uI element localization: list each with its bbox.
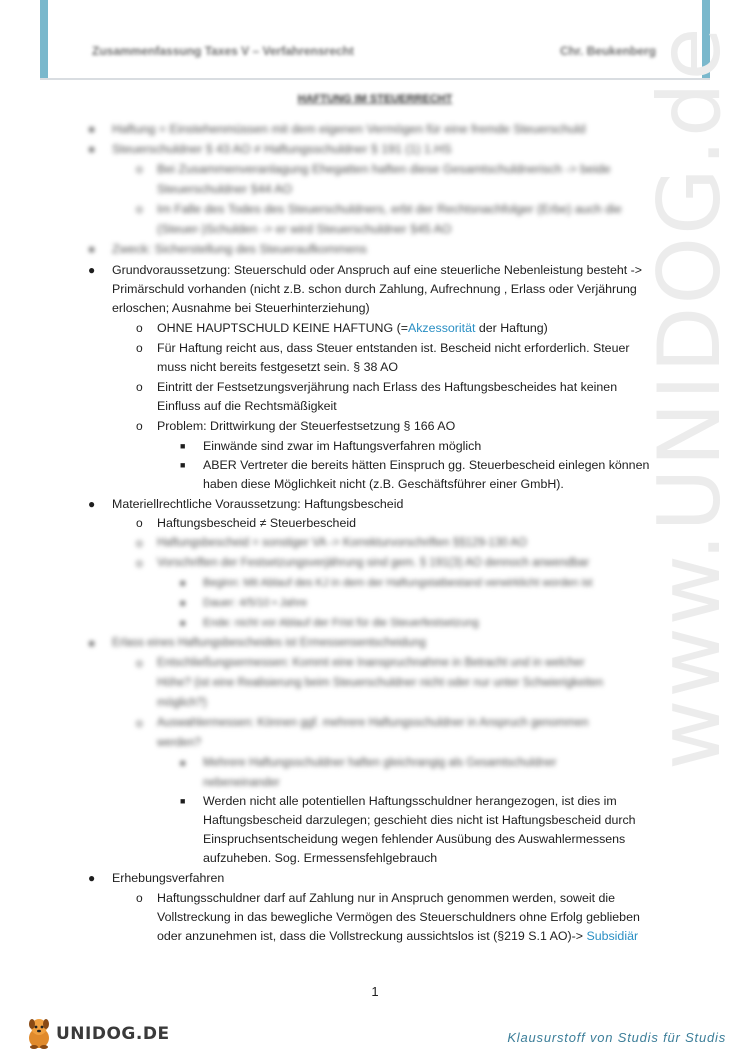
document-title: HAFTUNG IM STEUERRECHT — [297, 93, 453, 105]
bullet-item: Erhebungsverfahren — [112, 871, 225, 885]
sub-bullet-marker: o — [136, 716, 143, 730]
sub-bullet-item: Eintritt der Festsetzungsverjährung nach Erlass des Haftungsbescheides hat keinen — [157, 380, 618, 394]
bullet-item-cont: erloschen; Ausnahme bei Steuerhinterziehung) — [112, 301, 370, 315]
sub-sub-bullet-item-cont: aufzuheben. Sog. Ermessensfehlgebrauch — [203, 851, 438, 865]
header-course-title: Zusammenfassung Taxes V – Verfahrensrecht — [92, 44, 354, 58]
sub-sub-bullet-marker: ■ — [180, 460, 186, 470]
bullet-marker: ● — [88, 142, 96, 156]
sub-bullet-item-cont: Einfluss auf die Rechtsmäßigkeit — [157, 399, 337, 413]
header-author: Chr. Beukenberg — [559, 44, 656, 58]
text-run: oder anzunehmen ist, dass die Vollstreckung aussichtslos ist (§219 S.1 AO)-> — [157, 929, 587, 943]
sub-sub-bullet-marker: ■ — [180, 618, 186, 628]
footer-slogan: Klausurstoff von Studis für Studis — [507, 1030, 726, 1045]
sub-bullet-marker: o — [136, 380, 143, 394]
sub-bullet-marker: o — [136, 162, 143, 176]
sub-sub-bullet-item: Werden nicht alle potentiellen Haftungsschuldner herangezogen, ist dies im — [203, 794, 617, 808]
bullet-item: Haftung = Einstehenmüssen mit dem eigenen Vermögen für eine fremde Steuerschuld — [112, 122, 586, 136]
sub-sub-bullet-marker: ■ — [180, 441, 186, 451]
bullet-item-cont: Primärschuld vorhanden (nicht z.B. schon durch Zahlung, Aufrechnung , Erlass oder Verjährung — [112, 282, 637, 296]
sub-bullet-item: Für Haftung reicht aus, dass Steuer entstanden ist. Bescheid nicht erforderlich. Steuer — [157, 341, 630, 355]
sub-bullet-marker: o — [136, 656, 143, 670]
sub-bullet-item: Haftungsbescheid ≠ Steuerbescheid — [157, 516, 356, 530]
sub-bullet-item-cont: möglich?) — [157, 697, 207, 709]
sub-bullet-marker: o — [136, 341, 143, 355]
bullet-item: Zweck: Sicherstellung des Steueraufkommens — [112, 242, 367, 256]
bullet-item: Steuerschuldner § 43 AO ≠ Haftungsschuldner § 191 (1) 1.HS — [112, 142, 452, 156]
bullet-item: Grundvoraussetzung: Steuerschuld oder Anspruch auf eine steuerliche Nebenleistung besteht -> — [112, 263, 643, 277]
sub-sub-bullet-marker: ■ — [180, 578, 186, 588]
sub-bullet-item-cont: muss nicht bereits festgesetzt sein. § 38 AO — [157, 360, 399, 374]
sub-bullet-item: Haftungsbescheid = sonstiger VA -> Korrekturvorschriften §§129-130 AO — [157, 537, 527, 549]
sub-sub-bullet-item: Einwände sind zwar im Haftungsverfahren möglich — [203, 439, 482, 453]
subsidiaer-link[interactable]: Subsidiär — [586, 929, 639, 943]
sub-bullet-item: Bei Zusammenveranlagung Ehegatten haften diese Gesamtschuldnerisch -> beide — [157, 162, 611, 176]
sub-sub-bullet-marker: ■ — [180, 598, 186, 608]
sub-bullet-item: Entschließungsermessen: Kommt eine Inanspruchnahme in Betracht und in welcher — [157, 657, 585, 669]
bullet-marker: ● — [88, 871, 96, 885]
header-divider — [40, 78, 710, 80]
sub-sub-bullet-item: Ende: nicht vor Ablauf der Frist für die Steuerfestsetzung — [203, 617, 479, 629]
unidog-logo[interactable] — [24, 1016, 174, 1052]
sub-sub-bullet-item-cont: haben diese Möglichkeit nicht (z.B. Geschäftsführer einer GmbH). — [203, 477, 564, 491]
sub-sub-bullet-item-cont: Einspruchsentscheidung wegen fehlender Ausübung des Auswahlermessens — [203, 832, 626, 846]
text-run: der Haftung) — [475, 321, 548, 335]
sub-bullet-item: Auswahlermessen: Können ggf. mehrere Haftungsschuldner in Anspruch genommen — [157, 717, 589, 729]
sub-bullet-item-cont: Steuerschuldner §44 AO — [157, 182, 293, 196]
bullet-item: Materiellrechtliche Voraussetzung: Haftungsbescheid — [112, 497, 404, 511]
sub-sub-bullet-marker: ■ — [180, 758, 186, 768]
watermark: www.UNIDOG.de — [640, 25, 740, 770]
sub-bullet-marker: o — [136, 419, 143, 433]
text-run: OHNE HAUPTSCHULD KEINE HAFTUNG (= — [157, 321, 408, 335]
sub-bullet-marker: o — [136, 556, 143, 570]
sub-bullet-item-cont: Vollstreckung in das bewegliche Vermögen des Steuerschuldners ohne Erfolg geblieben — [157, 910, 640, 924]
sub-bullet-item-cont: werden? — [157, 737, 202, 749]
bullet-marker: ● — [88, 263, 96, 277]
bullet-marker: ● — [88, 497, 96, 511]
sub-bullet-item: Problem: Drittwirkung der Steuerfestsetzung § 166 AO — [157, 419, 456, 433]
dog-mascot-icon — [24, 1016, 54, 1050]
sub-sub-bullet-item: Dauer: 4/5/10 • Jahre — [203, 597, 308, 609]
header-accent-bar-left — [40, 0, 48, 80]
sub-bullet-item-cont: Höhe? (ist eine Realisierung beim Steuerschuldner nicht oder nur unter Schwierigkeiten — [157, 677, 604, 689]
sub-bullet-item: Vorschriften der Festsetzungsverjährung sind gem. § 191(3) AO dennoch anwendbar — [157, 557, 590, 569]
sub-sub-bullet-item: Beginn: Mit Ablauf des KJ in dem der Haftungstatbestand verwirklicht worden ist — [203, 577, 593, 589]
sub-bullet-item-cont: (Steuer-)Schulden -> er wird Steuerschuldner §45 AO — [157, 222, 452, 236]
sub-sub-bullet-item: Mehrere Haftungsschuldner haften gleichrangig als Gesamtschuldner — [203, 757, 557, 769]
sub-sub-bullet-item: ABER Vertreter die bereits hätten Einspruch gg. Steuerbescheid einlegen können — [203, 458, 650, 472]
sub-bullet-marker: o — [136, 321, 143, 335]
sub-bullet-item: Im Falle des Todes des Steuerschuldners, erbt der Rechtsnachfolger (Erbe) auch die — [157, 202, 622, 216]
bullet-marker: ● — [88, 636, 96, 650]
sub-bullet-marker: o — [136, 536, 143, 550]
akzessoritaet-link[interactable]: Akzessorität — [407, 321, 476, 335]
sub-bullet-item: Haftungsschuldner darf auf Zahlung nur in Anspruch genommen werden, soweit die — [157, 891, 616, 905]
sub-bullet-marker: o — [136, 202, 143, 216]
sub-sub-bullet-item-cont: nebeneinander — [203, 777, 280, 789]
sub-sub-bullet-marker: ■ — [180, 796, 186, 806]
sub-bullet-marker: o — [136, 516, 143, 530]
page-number: 1 — [371, 984, 379, 999]
bullet-marker: ● — [88, 122, 96, 136]
sub-bullet-item — [157, 319, 548, 338]
logo-wordmark: UNIDOG.DE — [56, 1024, 170, 1044]
sub-sub-bullet-item-cont: Haftungsbescheid darzulegen; geschieht dies nicht ist Haftungsbescheid durch — [203, 813, 636, 827]
sub-bullet-marker: o — [136, 891, 143, 905]
sub-bullet-item-cont — [157, 927, 638, 946]
bullet-item: Erlass eines Haftungsbescheides ist Ermessensentscheidung — [112, 637, 426, 649]
bullet-marker: ● — [88, 242, 96, 256]
